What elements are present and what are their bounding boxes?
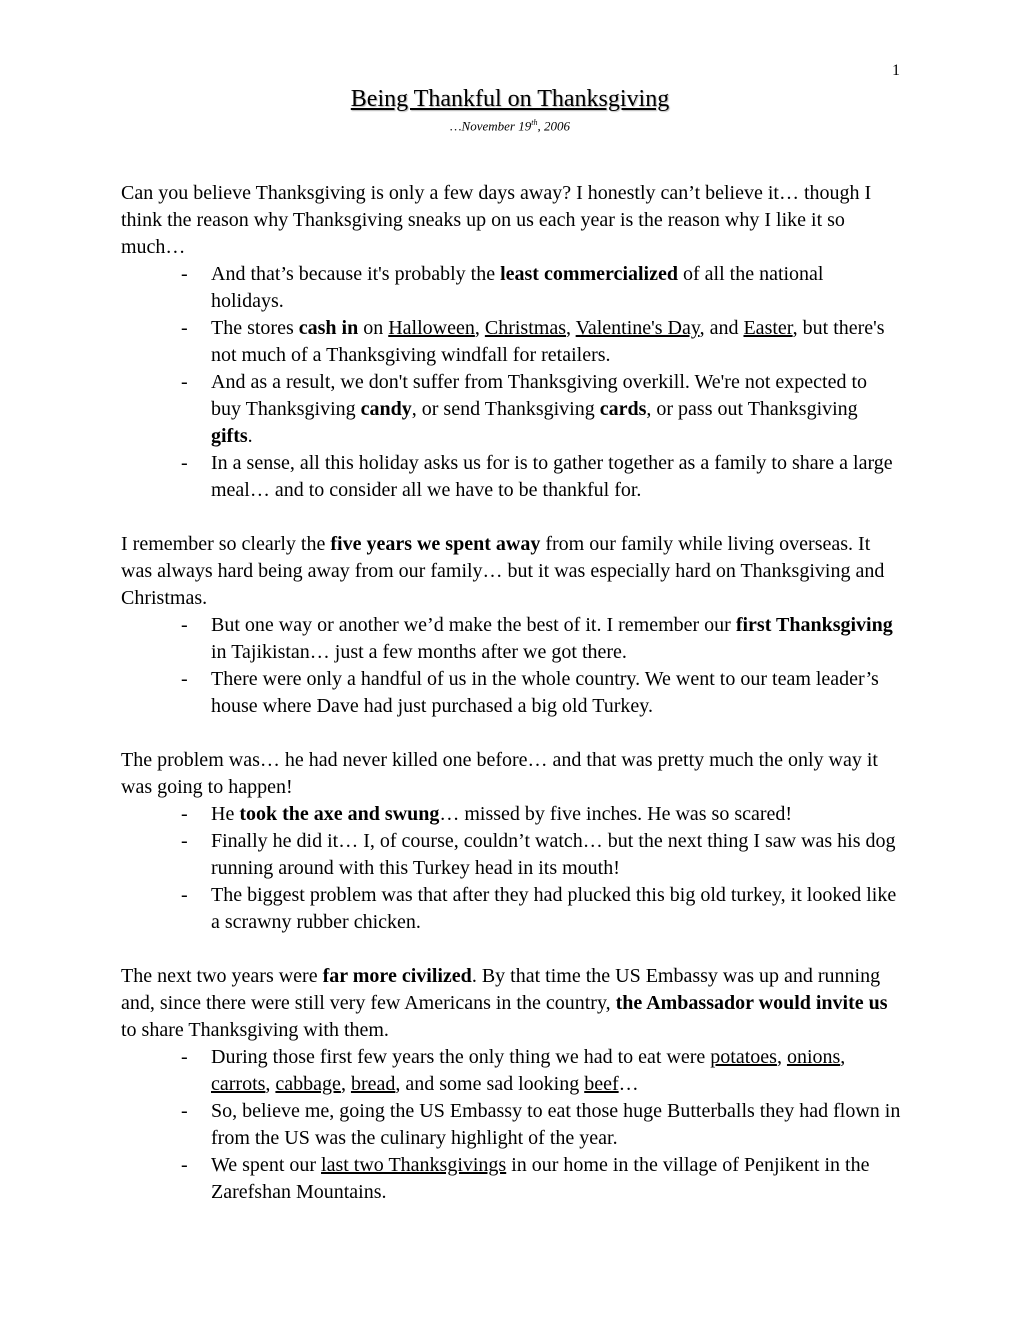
link-beef[interactable]: beef [584,1073,619,1095]
bullet-dash: - [181,1154,188,1176]
bullet-dash: - [181,317,188,339]
paragraph-overseas: I remember so clearly the five years we spent away from our family while living overseas. It was always hard being away from our family… but it was especially hard on Thanksgiving and Christmas. [121,533,885,609]
bold-phrase: the Ambassador would invite us [615,992,888,1014]
document-body [121,180,901,1206]
bold-phrase: cards [599,398,647,420]
bullet-list-turkey [121,801,901,936]
bullet-dash: - [181,668,188,690]
bold-phrase: candy [360,398,412,420]
date-suffix: , 2006 [537,118,570,134]
bullet-dash: - [181,614,188,636]
date-prefix: …November 19 [450,118,532,134]
bullet-dash: - [181,371,188,393]
link-cabbage[interactable]: cabbage [275,1073,341,1095]
document-date [0,118,1020,134]
date-superscript: th [531,118,538,127]
bullet-item: - Finally he did it… I, of course, couldn’t watch… but the next thing I saw was his dog running around with this Turkey head in its mouth! [181,830,896,879]
link-easter[interactable]: Easter [743,317,793,339]
bullet-dash: - [181,830,188,852]
bold-phrase: gifts [211,425,248,447]
bullet-item: - So, believe me, going the US Embassy to eat those huge Butterballs they had flown in from the US was the culinary highlight of the year. [181,1100,901,1149]
paragraph-intro: Can you believe Thanksgiving is only a few days away? I honestly can’t believe it… though I think the reason why Thanksgiving sneaks up on us each year is the reason why I like it so much… [121,182,872,258]
bullet-item: - We spent our last two Thanksgivings in our home in the village of Penjikent in the Zarefshan Mountains. [181,1154,870,1203]
link-onions[interactable]: onions [786,1046,841,1068]
bullet-list-intro [121,261,901,504]
bullet-dash: - [181,263,188,285]
bold-phrase: took the axe and swung [239,803,440,825]
link-carrots[interactable]: carrots [211,1073,266,1095]
bullet-item: - There were only a handful of us in the whole country. We went to our team leader’s house where Dave had just purchased a big old Turkey. [181,668,879,717]
bold-phrase: first Thanksgiving [735,614,893,636]
bold-phrase: five years we spent away [330,533,541,555]
bullet-dash: - [181,803,188,825]
bullet-item: - And as a result, we don't suffer from Thanksgiving overkill. We're not expected to buy Thanksgiving candy, or send Thanksgiving cards, or pass out Thanksgiving gifts. [181,371,867,447]
paragraph-turkey: The problem was… he had never killed one before… and that was pretty much the only way it was going to happen! [121,749,878,798]
bullet-dash: - [181,1046,188,1068]
document-title: Being Thankful on Thanksgiving [350,86,670,112]
page-number: 1 [892,62,900,79]
bullet-item: - In a sense, all this holiday asks us for is to gather together as a family to share a large meal… and to consider all we have to be thankful for. [181,452,893,501]
bullet-list-embassy [121,1044,901,1206]
paragraph-spacer [121,936,901,963]
bullet-item: - The biggest problem was that after they had plucked this big old turkey, it looked like a scrawny rubber chicken. [181,884,897,933]
bullet-item: - But one way or another we’d make the best of it. I remember our first Thanksgiving in Tajikistan… just a few months after we got there. [181,614,893,663]
bold-phrase: far more civilized [322,965,472,987]
link-bread[interactable]: bread [350,1073,396,1095]
link-valentines-day[interactable]: Valentine's Day [575,317,700,339]
link-potatoes[interactable]: potatoes [710,1046,777,1068]
bullet-item: - During those first few years the only thing we had to eat were potatoes, onions, carrots, cabbage, bread, and some sad looking beef… [181,1046,846,1095]
bullet-item: - The stores cash in on Halloween, Christmas, Valentine's Day, and Easter, but there's not much of a Thanksgiving windfall for retailers. [181,317,885,366]
link-christmas[interactable]: Christmas [484,317,566,339]
paragraph-embassy: The next two years were far more civilized. By that time the US Embassy was up and running and, since there were still very few Americans in the country, the Ambassador would invite us to share Thanksgiving with them. [121,965,888,1041]
bullet-dash: - [181,884,188,906]
bullet-item: - And that’s because it's probably the least commercialized of all the national holidays. [181,263,824,312]
bold-phrase: cash in [298,317,359,339]
bullet-dash: - [181,452,188,474]
link-last-two-thanksgivings[interactable]: last two Thanksgivings [321,1154,507,1176]
bullet-list-overseas [121,612,901,720]
paragraph-spacer [121,720,901,747]
bullet-item: - He took the axe and swung… missed by five inches. He was so scared! [121,801,901,828]
bullet-dash: - [181,1100,188,1122]
link-halloween[interactable]: Halloween [388,317,475,339]
bold-phrase: least commercialized [500,263,678,285]
paragraph-spacer [121,504,901,531]
